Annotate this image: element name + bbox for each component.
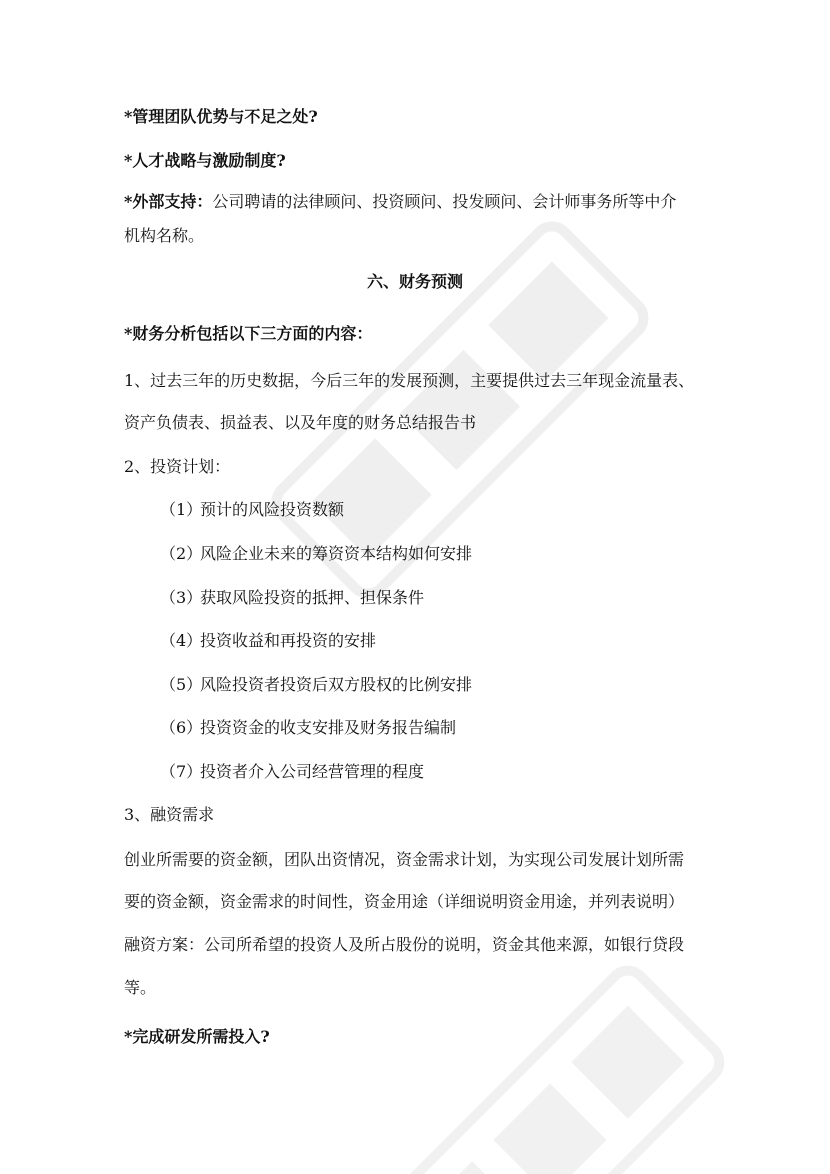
plan-item — [160, 630, 376, 652]
plan-item-text: 获取风险投资的抵押、担保条件 — [200, 588, 425, 607]
plan-item-number: （7） — [160, 762, 203, 781]
plan-item — [160, 717, 456, 739]
plan-item-text: 风险投资者投资后双方股权的比例安排 — [200, 675, 473, 694]
plan-item-text: 风险企业未来的筹资资本结构如何安排 — [200, 544, 473, 563]
external-support-text: 公司聘请的法律顾问、投资顾问、投发顾问、会计师事务所等中介 — [212, 192, 677, 211]
team-strength-heading: *管理团队优势与不足之处? — [124, 107, 318, 126]
section-title: 六、财务预测 — [366, 272, 463, 291]
plan-item-number: （6） — [160, 718, 203, 737]
external-support-text-cont: 机构名称。 — [124, 226, 205, 245]
plan-item-number: （3） — [160, 588, 203, 607]
plan-item-number: （5） — [160, 675, 203, 694]
plan-item-number: （4） — [160, 631, 203, 650]
plan-item-text: 预计的风险投资数额 — [200, 500, 345, 519]
funding-line1: 创业所需要的资金额，团队出资情况，资金需求计划，为实现公司发展计划所需 — [124, 850, 685, 869]
plan-item-text: 投资收益和再投资的安排 — [200, 631, 377, 650]
plan-item — [160, 674, 472, 696]
talent-strategy-heading: *人才战略与激励制度? — [124, 151, 286, 170]
point2-heading: 2、投资计划： — [124, 457, 231, 476]
point1-line2: 资产负债表、损益表、以及年度的财务总结报告书 — [124, 413, 477, 432]
analysis-heading: *财务分析包括以下三方面的内容： — [124, 324, 373, 343]
point3-heading: 3、融资需求 — [124, 805, 215, 824]
funding-line3: 融资方案：公司所希望的投资人及所占股份的说明，资金其他来源，如银行贷段 — [124, 935, 685, 954]
plan-item-text: 投资资金的收支安排及财务报告编制 — [200, 718, 457, 737]
point1-line1: 1、过去三年的历史数据，今后三年的发展预测，主要提供过去三年现金流量表、 — [124, 371, 695, 390]
plan-item — [160, 499, 344, 521]
plan-item-number: （2） — [160, 544, 203, 563]
plan-item — [160, 761, 424, 783]
external-support-paragraph — [124, 191, 676, 213]
plan-item-number: （1） — [160, 500, 203, 519]
plan-item — [160, 543, 472, 565]
funding-line4: 等。 — [124, 978, 157, 997]
plan-item-text: 投资者介入公司经营管理的程度 — [200, 762, 425, 781]
external-support-label: *外部支持： — [124, 192, 213, 211]
plan-item — [160, 587, 424, 609]
rd-investment-heading: *完成研发所需投入? — [124, 1027, 270, 1046]
funding-line2: 要的资金额，资金需求的时间性，资金用途（详细说明资金用途，并列表说明） — [124, 892, 685, 911]
